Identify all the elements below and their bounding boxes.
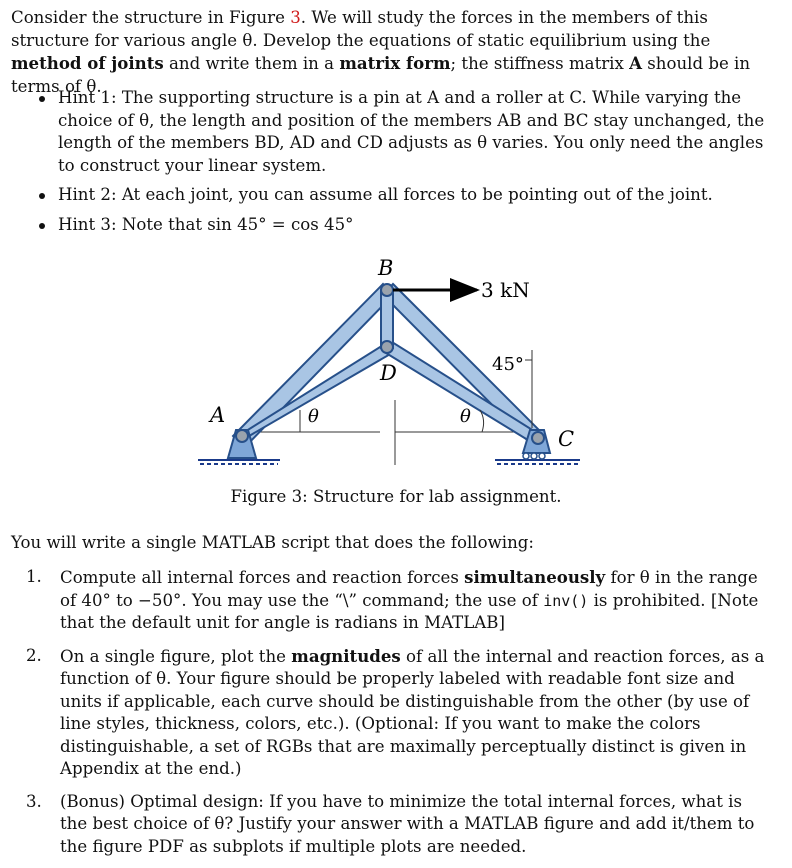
- hint-text: Hint 1: The supporting structure is a pin at A and a roller at C. While varying the choice of θ, the length and position of the members AB and BC stay unchanged, the length of the members BD, AD and CD adjusts as θ varies. You only need the angles to construct your linear system.: [58, 88, 765, 175]
- bullet-icon: [39, 223, 45, 229]
- intro-paragraph: Consider the structure in Figure 3. We will study the forces in the members of this structure for various angle θ. Develop the equations of static equilibrium using the method of joints and write them in a matrix form; the stiffness matrix A should be in terms of θ.: [11, 8, 751, 96]
- task-item: 3. (Bonus) Optimal design: If you have to minimize the total internal forces, what is the best choice of θ? Justify your answer with a MATLAB figure and add it/them to the figure PDF as subplots if multiple plots are needed.: [26, 791, 755, 856]
- figure-reference-link[interactable]: 3: [290, 8, 301, 27]
- task-number: 3.: [26, 791, 42, 811]
- theta-label-left: θ: [308, 406, 319, 427]
- hint-text: Hint 2: At each joint, you can assume all forces to be pointing out of the joint.: [58, 185, 713, 204]
- truss-figure: [190, 250, 610, 472]
- lead-sentence: You will write a single MATLAB script that does the following:: [11, 533, 535, 552]
- bullet-icon: [39, 193, 45, 199]
- task-item: 1. Compute all internal forces and reaction forces simultaneously for θ in the range of 40° to −50°. You may use the “\” command; the use of inv() is prohibited. [Note that the default unit for angle is radians in MATLAB]: [26, 567, 759, 632]
- task-list: [26, 566, 771, 868]
- joint-b: [381, 284, 393, 296]
- inline-code: inv(): [543, 591, 589, 610]
- angle-45-label: 45°: [492, 354, 524, 375]
- label-d: D: [380, 361, 397, 385]
- hint-item: [34, 87, 774, 177]
- hint-item: [34, 184, 774, 207]
- label-a: A: [210, 403, 226, 427]
- hint-list: [34, 87, 774, 243]
- figure-caption: Figure 3: Structure for lab assignment.: [230, 487, 562, 506]
- theta-label-right: θ: [460, 406, 471, 427]
- task-item: 2. On a single figure, plot the magnitudes of all the internal and reaction forces, as a function of θ. Your figure should be properly labeled with readable font size and units if applicable, each curve should be distinguishable from the other (by use of line styles, thickness, colors, etc.). (Optional: If you want to make the colors distinguishable, a set of RGBs that are maximally perceptually distinct is given in Appendix at the end.): [26, 645, 765, 778]
- hint-text: Hint 3: Note that sin 45° = cos 45°: [58, 214, 354, 234]
- task-number: 1.: [26, 567, 42, 586]
- label-b: B: [378, 256, 394, 280]
- ground-right: [495, 460, 580, 464]
- ground-left: [198, 460, 280, 464]
- joint-d: [381, 341, 393, 353]
- task-number: 2.: [26, 645, 42, 665]
- label-c: C: [558, 427, 575, 451]
- force-label: 3 kN: [481, 278, 530, 302]
- bullet-icon: [39, 96, 45, 102]
- hint-item: [34, 214, 774, 237]
- member-bd: [381, 290, 393, 348]
